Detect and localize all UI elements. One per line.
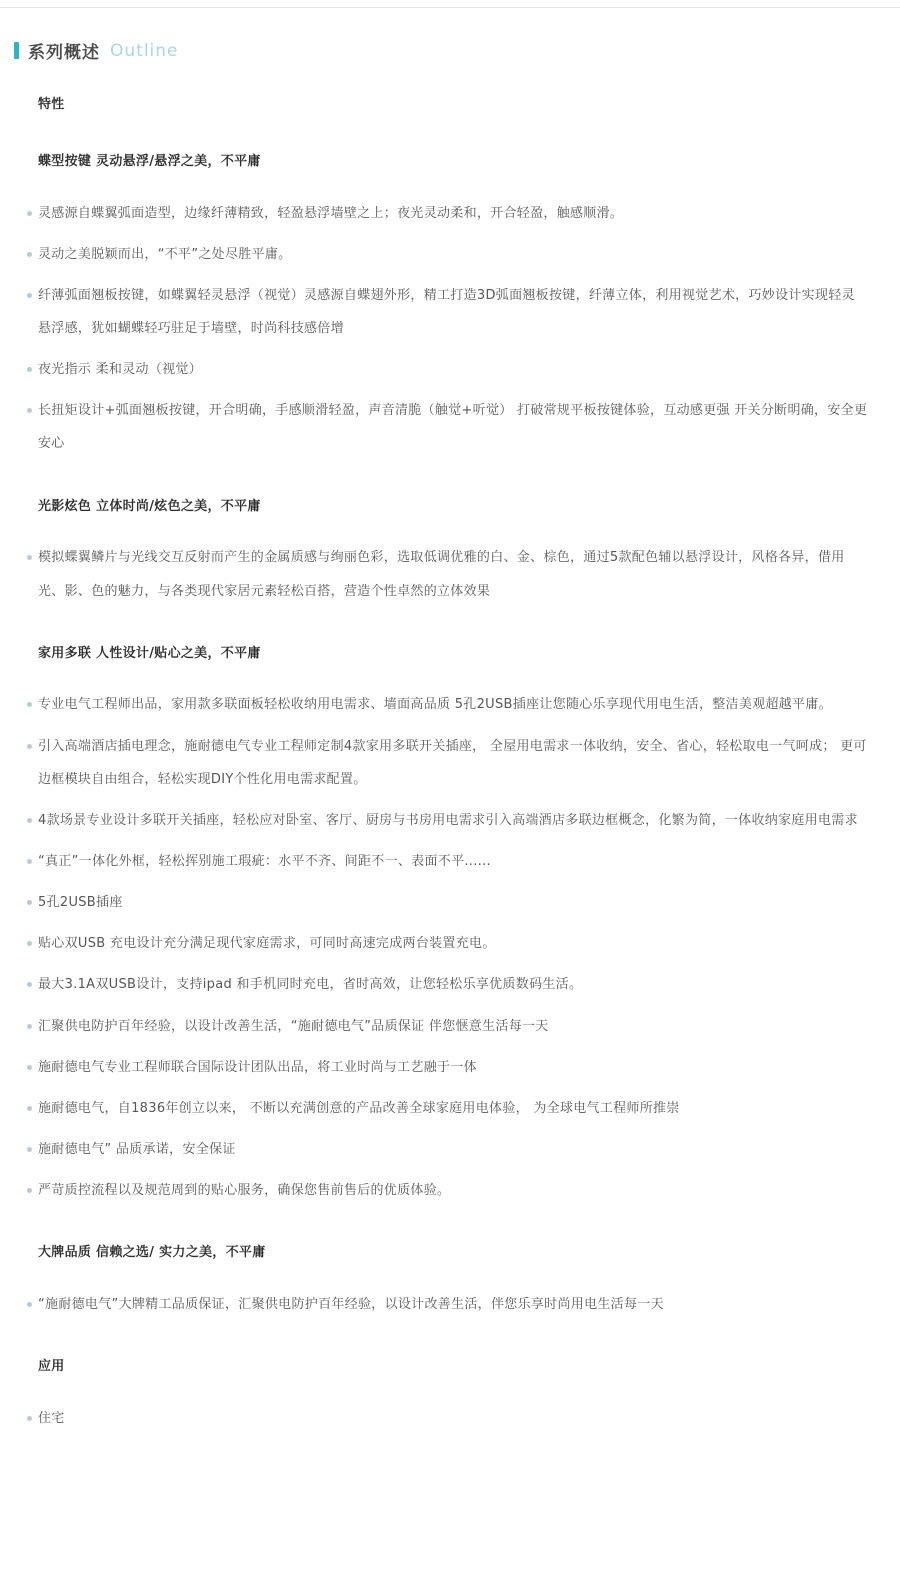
- bullet-list: [38, 541, 868, 607]
- bullet-dot-icon: [27, 1302, 32, 1307]
- bullet-dot-icon: [27, 1024, 32, 1029]
- section-heading: 大牌品质 信赖之选/ 实力之美，不平庸: [38, 1245, 266, 1261]
- bullet-dot-icon: [27, 1065, 32, 1070]
- bullet-text: “施耐德电气”大牌精工品质保证，汇聚供电防护百年经验，以设计改善生活，伴您乐享时尚用电生活每一天: [38, 1297, 664, 1313]
- bullet-list: [38, 1288, 868, 1321]
- bullet-list: [38, 1402, 868, 1435]
- bullet-text: 纤薄弧面翘板按键，如蝶翼轻灵悬浮（视觉）灵感源自蝶翅外形，精工打造3D弧面翘板按键，纤薄立体，利用视觉艺术，巧妙设计实现轻灵悬浮感，犹如蝴蝶轻巧驻足于墙壁，时尚科技感倍增: [38, 287, 855, 337]
- section: [38, 497, 868, 608]
- bullet-dot-icon: [27, 408, 32, 413]
- bullet-text: 施耐德电气” 品质承诺，安全保证: [38, 1142, 236, 1157]
- bullet-text: 施耐德电气专业工程师联合国际设计团队出品，将工业时尚与工艺融于一体: [38, 1059, 477, 1075]
- bullet-item: [38, 845, 868, 878]
- section: [38, 1357, 868, 1435]
- bullet-item: [38, 394, 868, 460]
- bullet-item: [38, 541, 868, 607]
- bullet-dot-icon: [27, 982, 32, 987]
- bullet-item: [38, 279, 868, 345]
- bullet-item: [38, 197, 868, 230]
- bullet-dot-icon: [27, 900, 32, 905]
- section-heading: 家用多联 人性设计/贴心之美，不平庸: [38, 645, 261, 661]
- bullet-dot-icon: [27, 293, 32, 298]
- bullet-item: [38, 927, 868, 960]
- bullet-dot-icon: [27, 702, 32, 707]
- bullet-list: [38, 688, 868, 1207]
- bullet-text: 贴心双USB 充电设计充分满足现代家庭需求，可同时高速完成两台装置充电。: [38, 936, 496, 952]
- bullet-text: 最大3.1A双USB设计，支持ipad 和手机同时充电，省时高效，让您轻松乐享优质数码生活。: [38, 977, 583, 993]
- bullet-dot-icon: [27, 941, 32, 946]
- bullet-text: 灵感源自蝶翼弧面造型，边缘纤薄精致，轻盈悬浮墙壁之上；夜光灵动柔和，开合轻盈，触感顺滑。: [38, 205, 624, 221]
- bullet-dot-icon: [27, 555, 32, 560]
- bullet-text: “真正”一体化外框，轻松挥别施工瑕疵：水平不齐、间距不一、表面不平......: [38, 854, 491, 870]
- bullet-dot-icon: [27, 859, 32, 864]
- section-heading: 蝶型按键 灵动悬浮/悬浮之美，不平庸: [38, 153, 261, 169]
- bullet-item: [38, 1174, 868, 1207]
- bullet-item: [38, 1092, 868, 1125]
- bullet-text: 施耐德电气，自1836年创立以来， 不断以充满创意的产品改善全球家庭用电体验， 为全球电气工程师所推崇: [38, 1100, 680, 1116]
- bullet-item: [38, 968, 868, 1001]
- bullet-text: 5孔2USB插座: [38, 895, 123, 911]
- bullet-dot-icon: [27, 1188, 32, 1193]
- bullet-dot-icon: [27, 211, 32, 216]
- section-heading: 特性: [38, 97, 65, 112]
- bullet-dot-icon: [27, 252, 32, 257]
- page-subtitle: Outline: [110, 40, 179, 61]
- bullet-dot-icon: [27, 1147, 32, 1152]
- bullet-text: 模拟蝶翼鳞片与光线交互反射而产生的金属质感与绚丽色彩，选取低调优雅的白、金、棕色，通过5款配色辅以悬浮设计，风格各异，借用光、影、色的魅力，与各类现代家居元素轻松百搭，营造个性卓然的立体效果: [38, 550, 845, 599]
- bullet-item: [38, 688, 868, 721]
- section-heading: 应用: [38, 1359, 65, 1375]
- bullet-text: 专业电气工程师出品，家用款多联面板轻松收纳用电需求、墙面高品质 5孔2USB插座让您随心乐享现代用电生活，整洁美观超越平庸。: [38, 697, 832, 713]
- section: [38, 1243, 868, 1321]
- sections: [0, 63, 900, 1435]
- bullet-text: 汇聚供电防护百年经验，以设计改善生活，“施耐德电气”品质保证 伴您惬意生活每一天: [38, 1018, 549, 1034]
- top-divider: [0, 7, 900, 8]
- section: [38, 95, 868, 116]
- bullet-item: [38, 1051, 868, 1084]
- accent-bar-icon: [14, 42, 19, 59]
- bullet-list: [38, 197, 868, 461]
- bullet-text: 长扭矩设计+弧面翘板按键，开合明确，手感顺滑轻盈，声音清脆（触觉+听觉） 打破常规平板按键体验，互动感更强 开关分断明确，安全更安心: [38, 403, 868, 452]
- bullet-item: [38, 1288, 868, 1321]
- outline-page: [0, 7, 900, 1583]
- bullet-dot-icon: [27, 367, 32, 372]
- bullet-item: [38, 238, 868, 271]
- bullet-item: [38, 804, 868, 837]
- page-title: 系列概述: [28, 43, 100, 63]
- bullet-text: 4款场景专业设计多联开关插座，轻松应对卧室、客厅、厨房与书房用电需求引入高端酒店多联边框概念，化繁为简，一体收纳家庭用电需求: [38, 812, 858, 828]
- section-heading: 光影炫色 立体时尚/炫色之美，不平庸: [38, 498, 261, 514]
- bullet-item: [38, 1133, 868, 1166]
- bullet-item: [38, 1402, 868, 1435]
- bullet-dot-icon: [27, 1416, 32, 1421]
- bullet-item: [38, 730, 868, 796]
- bullet-dot-icon: [27, 744, 32, 749]
- bullet-dot-icon: [27, 818, 32, 823]
- page-header: [14, 38, 900, 63]
- bullet-text: 严苛质控流程以及规范周到的贴心服务，确保您售前售后的优质体验。: [38, 1183, 451, 1199]
- bullet-item: [38, 886, 868, 919]
- section: [38, 644, 868, 1208]
- bullet-text: 引入高端酒店插电理念，施耐德电气专业工程师定制4款家用多联开关插座， 全屋用电需求一体收纳，安全、省心，轻松取电一气呵成； 更可边框模块自由组合，轻松实现DIY个性化用电需求配置。: [38, 738, 867, 787]
- bullet-dot-icon: [27, 1106, 32, 1111]
- bullet-text: 夜光指示 柔和灵动（视觉）: [38, 362, 203, 378]
- bullet-item: [38, 1010, 868, 1043]
- section: [38, 152, 868, 461]
- bullet-text: 灵动之美脱颖而出，“不平”之处尽胜平庸。: [38, 246, 292, 262]
- bullet-item: [38, 353, 868, 386]
- bullet-text: 住宅: [38, 1411, 65, 1427]
